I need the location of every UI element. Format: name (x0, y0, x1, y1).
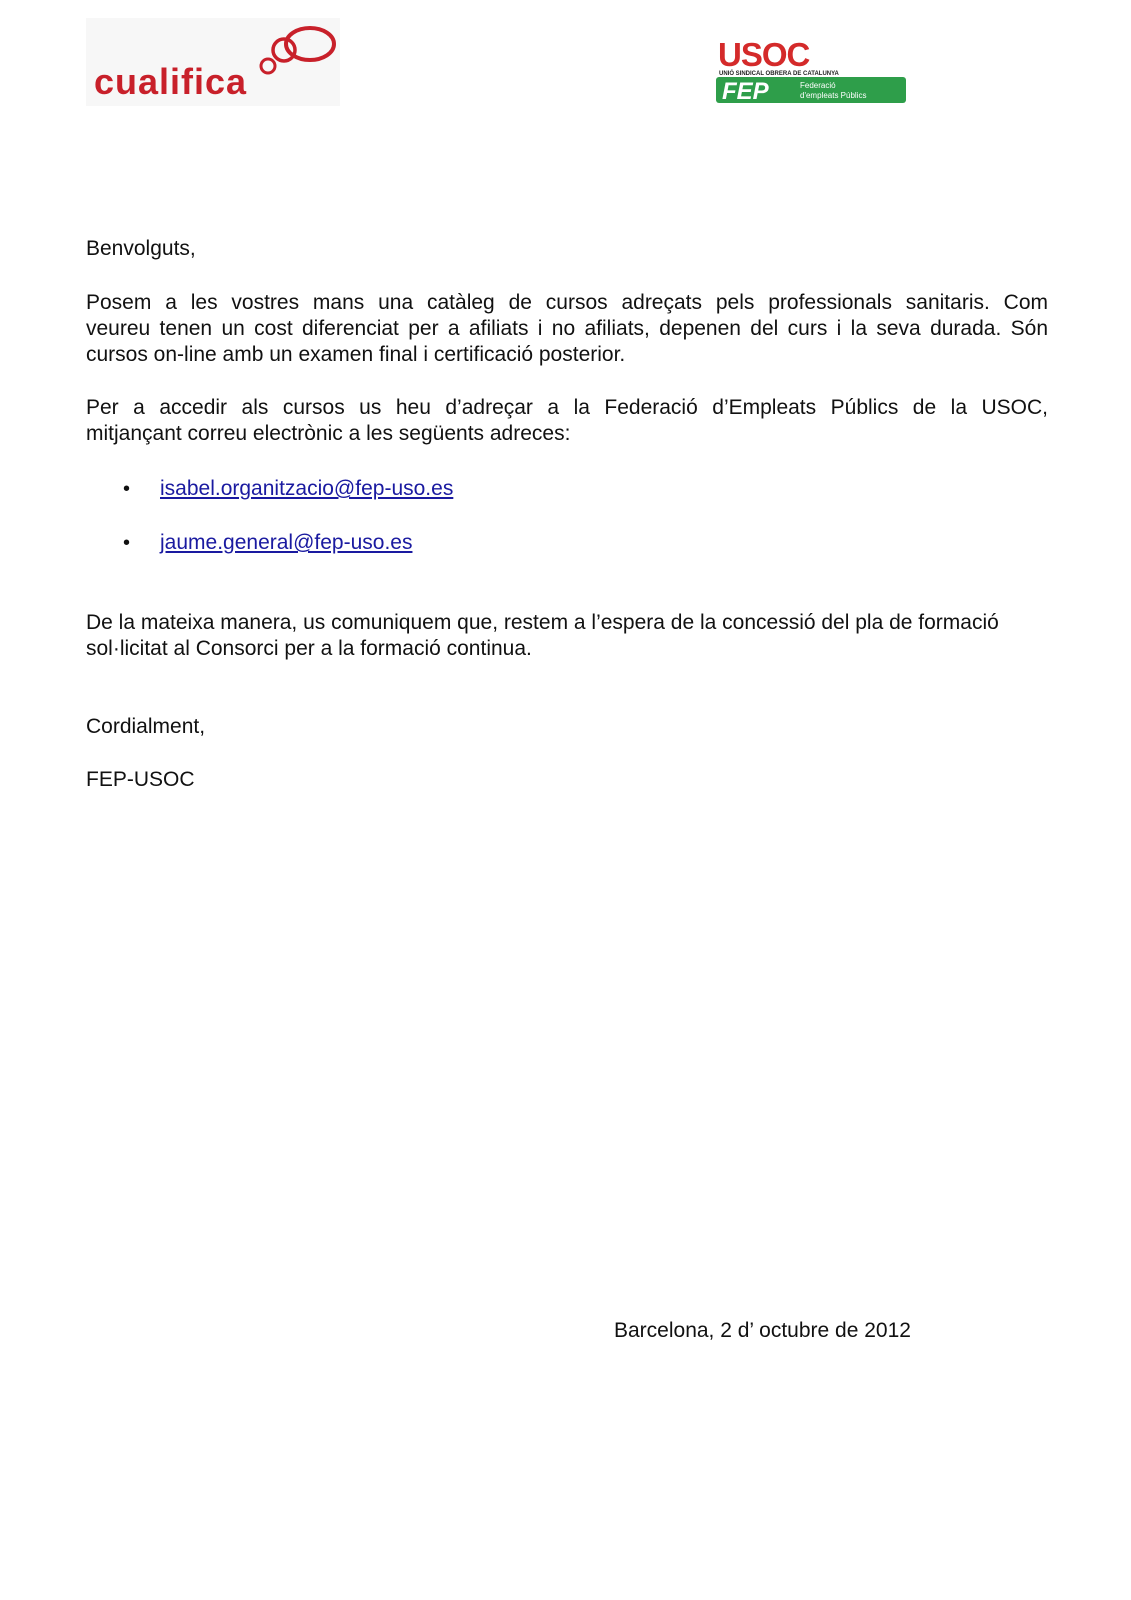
logo-fep-text: FEP (722, 78, 769, 104)
closing: Cordialment, (86, 715, 206, 738)
paragraph-line: De la mateixa manera, us comuniquem que, restem a l’espera de la concessió del pla de formació (86, 611, 999, 634)
logo-fep-subtitle-1: Federació (800, 81, 836, 90)
email-link-isabel[interactable]: isabel.organitzacio@fep-uso.es (160, 477, 454, 500)
paragraph-line: cursos on-line amb un examen final i certificació posterior. (86, 343, 626, 366)
usoc-fep-logo (716, 36, 910, 104)
bullet-icon: • (123, 478, 131, 500)
greeting: Benvolguts, (86, 237, 196, 260)
paragraph-training-plan (86, 610, 1048, 662)
paragraph-line: sol·licitat al Consorci per a la formació continua. (86, 637, 532, 660)
paragraph-line: mitjançant correu electrònic a les següents adreces: (86, 422, 571, 445)
signature: FEP-USOC (86, 768, 195, 791)
logo-usoc-text: USOC (718, 36, 810, 73)
email-link-jaume[interactable]: jaume.general@fep-uso.es (160, 531, 413, 554)
cualifica-logo (86, 18, 340, 106)
logo-fep-subtitle-2: d'empleats Públics (800, 91, 867, 100)
paragraph-access (86, 395, 1048, 447)
bullet-icon: • (123, 532, 131, 554)
letter-date: Barcelona, 2 d’ octubre de 2012 (614, 1319, 911, 1342)
logo-cualifica-text: cualifica (94, 61, 248, 102)
logo-circle-medium (273, 39, 295, 61)
paragraph-catalog (86, 290, 1048, 368)
logo-circle-small (261, 59, 275, 73)
paragraph-line: veureu tenen un cost diferenciat per a afiliats i no afiliats, depenen del curs i la seva durada. Són (86, 317, 1048, 340)
logo-usoc-subtitle: UNIÓ SINDICAL OBRERA DE CATALUNYA (719, 71, 839, 77)
paragraph-line: Per a accedir als cursos us heu d’adreçar a la Federació d’Empleats Públics de la USOC, (86, 396, 1048, 419)
paragraph-line: Posem a les vostres mans una catàleg de cursos adreçats pels professionals sanitaris. Com (86, 291, 1048, 314)
